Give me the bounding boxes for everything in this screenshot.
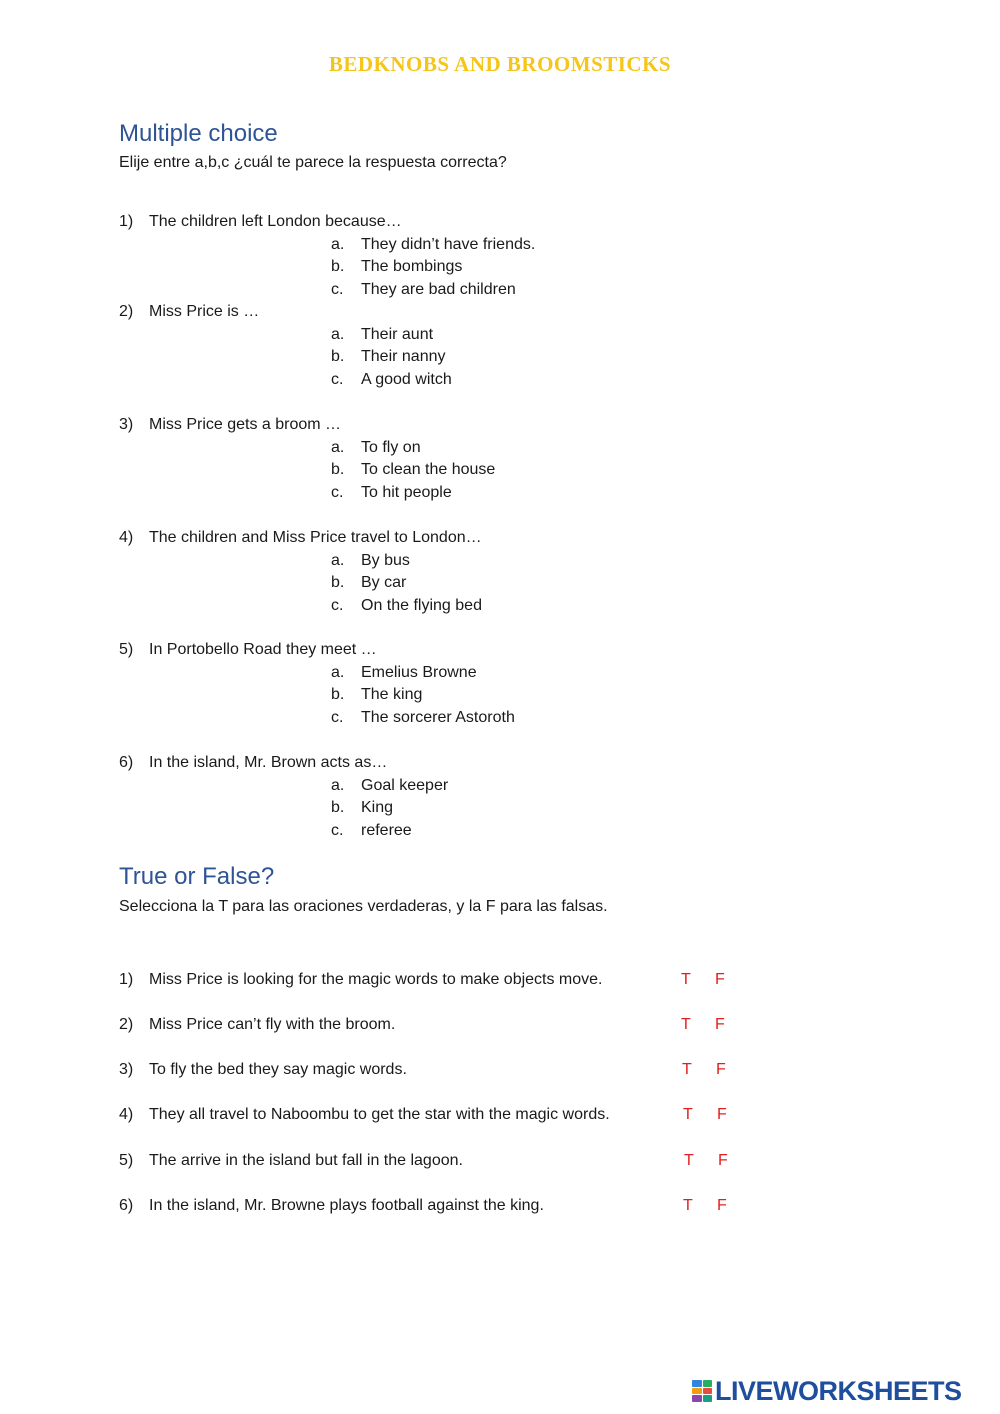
option-choice[interactable]: Their aunt — [361, 325, 434, 343]
true-option[interactable]: T — [683, 1106, 693, 1123]
option-choice[interactable]: Their nanny — [361, 348, 446, 366]
question-number: 3) — [119, 416, 134, 433]
option-letter: b. — [331, 258, 345, 276]
option-letter: a. — [331, 776, 345, 794]
option-choice[interactable]: On the flying bed — [361, 596, 482, 614]
option-choice[interactable]: To hit people — [361, 483, 452, 501]
statement-text: Miss Price is looking for the magic words to make objects move. — [149, 971, 603, 988]
option-choice[interactable]: King — [361, 799, 394, 817]
true-option[interactable]: T — [682, 1061, 692, 1078]
option-choice[interactable]: The bombings — [361, 258, 463, 276]
true-false-heading: True or False? — [119, 863, 275, 890]
option-letter: b. — [331, 686, 345, 704]
option-letter: b. — [331, 461, 345, 479]
statement-text: Miss Price can’t fly with the broom. — [149, 1016, 396, 1033]
multiple-choice-instruction: Elije entre a,b,c ¿cuál te parece la respuesta correcta? — [119, 154, 507, 171]
liveworksheets-logo — [692, 1374, 992, 1408]
statement-number: 4) — [119, 1106, 134, 1123]
statement-number: 6) — [119, 1197, 134, 1214]
statement-text: In the island, Mr. Browne plays football against the king. — [149, 1197, 544, 1214]
false-option[interactable]: F — [715, 1016, 725, 1033]
multiple-choice-heading: Multiple choice — [119, 120, 278, 147]
option-choice[interactable]: The king — [361, 686, 423, 704]
true-option[interactable]: T — [681, 1016, 691, 1033]
statement-number: 5) — [119, 1152, 134, 1169]
true-option[interactable]: T — [684, 1152, 694, 1169]
true-false-instruction: Selecciona la T para las oraciones verdaderas, y la F para las falsas. — [119, 898, 608, 915]
option-letter: a. — [331, 235, 345, 253]
logo-icon — [692, 1380, 712, 1402]
false-option[interactable]: F — [717, 1106, 727, 1123]
statement-number: 2) — [119, 1016, 134, 1033]
statement-number: 1) — [119, 971, 134, 988]
option-letter: b. — [331, 348, 345, 366]
true-option[interactable]: T — [681, 971, 691, 988]
question-text: Miss Price is … — [149, 303, 260, 320]
statement-number: 3) — [119, 1061, 134, 1078]
question-text: In Portobello Road they meet … — [149, 641, 377, 658]
option-choice[interactable]: To clean the house — [361, 461, 496, 479]
question-number: 6) — [119, 754, 134, 771]
option-letter: c. — [331, 708, 344, 726]
option-letter: c. — [331, 483, 344, 501]
option-letter: c. — [331, 596, 344, 614]
option-choice[interactable]: Goal keeper — [361, 776, 449, 794]
statement-text: They all travel to Naboombu to get the star with the magic words. — [149, 1106, 610, 1123]
page-title: BEDKNOBS AND BROOMSTICKS — [328, 52, 672, 76]
question-text: In the island, Mr. Brown acts as… — [149, 754, 388, 771]
option-letter: a. — [331, 663, 345, 681]
false-option[interactable]: F — [716, 1061, 726, 1078]
option-letter: c. — [331, 280, 344, 298]
question-number: 5) — [119, 641, 134, 658]
false-option[interactable]: F — [715, 971, 725, 988]
option-letter: a. — [331, 325, 345, 343]
statement-text: To fly the bed they say magic words. — [149, 1061, 407, 1078]
option-choice[interactable]: referee — [361, 821, 412, 839]
question-text: The children and Miss Price travel to London… — [149, 529, 482, 546]
option-choice[interactable]: A good witch — [361, 370, 452, 388]
true-option[interactable]: T — [683, 1197, 693, 1214]
option-choice[interactable]: They didn’t have friends. — [361, 235, 536, 253]
false-option[interactable]: F — [717, 1197, 727, 1214]
question-text: Miss Price gets a broom … — [149, 416, 342, 433]
question-text: The children left London because… — [149, 213, 402, 230]
option-letter: a. — [331, 551, 345, 569]
option-letter: b. — [331, 799, 345, 817]
logo-text: LIVEWORKSHEETS — [715, 1375, 962, 1406]
option-choice[interactable]: Emelius Browne — [361, 663, 477, 681]
statement-text: The arrive in the island but fall in the lagoon. — [149, 1152, 463, 1169]
option-choice[interactable]: To fly on — [361, 438, 421, 456]
option-choice[interactable]: By car — [361, 574, 407, 592]
question-number: 1) — [119, 213, 134, 230]
option-choice[interactable]: The sorcerer Astoroth — [361, 708, 515, 726]
option-letter: c. — [331, 821, 344, 839]
option-letter: a. — [331, 438, 345, 456]
option-letter: b. — [331, 574, 345, 592]
option-choice[interactable]: By bus — [361, 551, 410, 569]
question-number: 2) — [119, 303, 134, 320]
option-choice[interactable]: They are bad children — [361, 280, 516, 298]
false-option[interactable]: F — [718, 1152, 728, 1169]
question-number: 4) — [119, 529, 134, 546]
option-letter: c. — [331, 370, 344, 388]
